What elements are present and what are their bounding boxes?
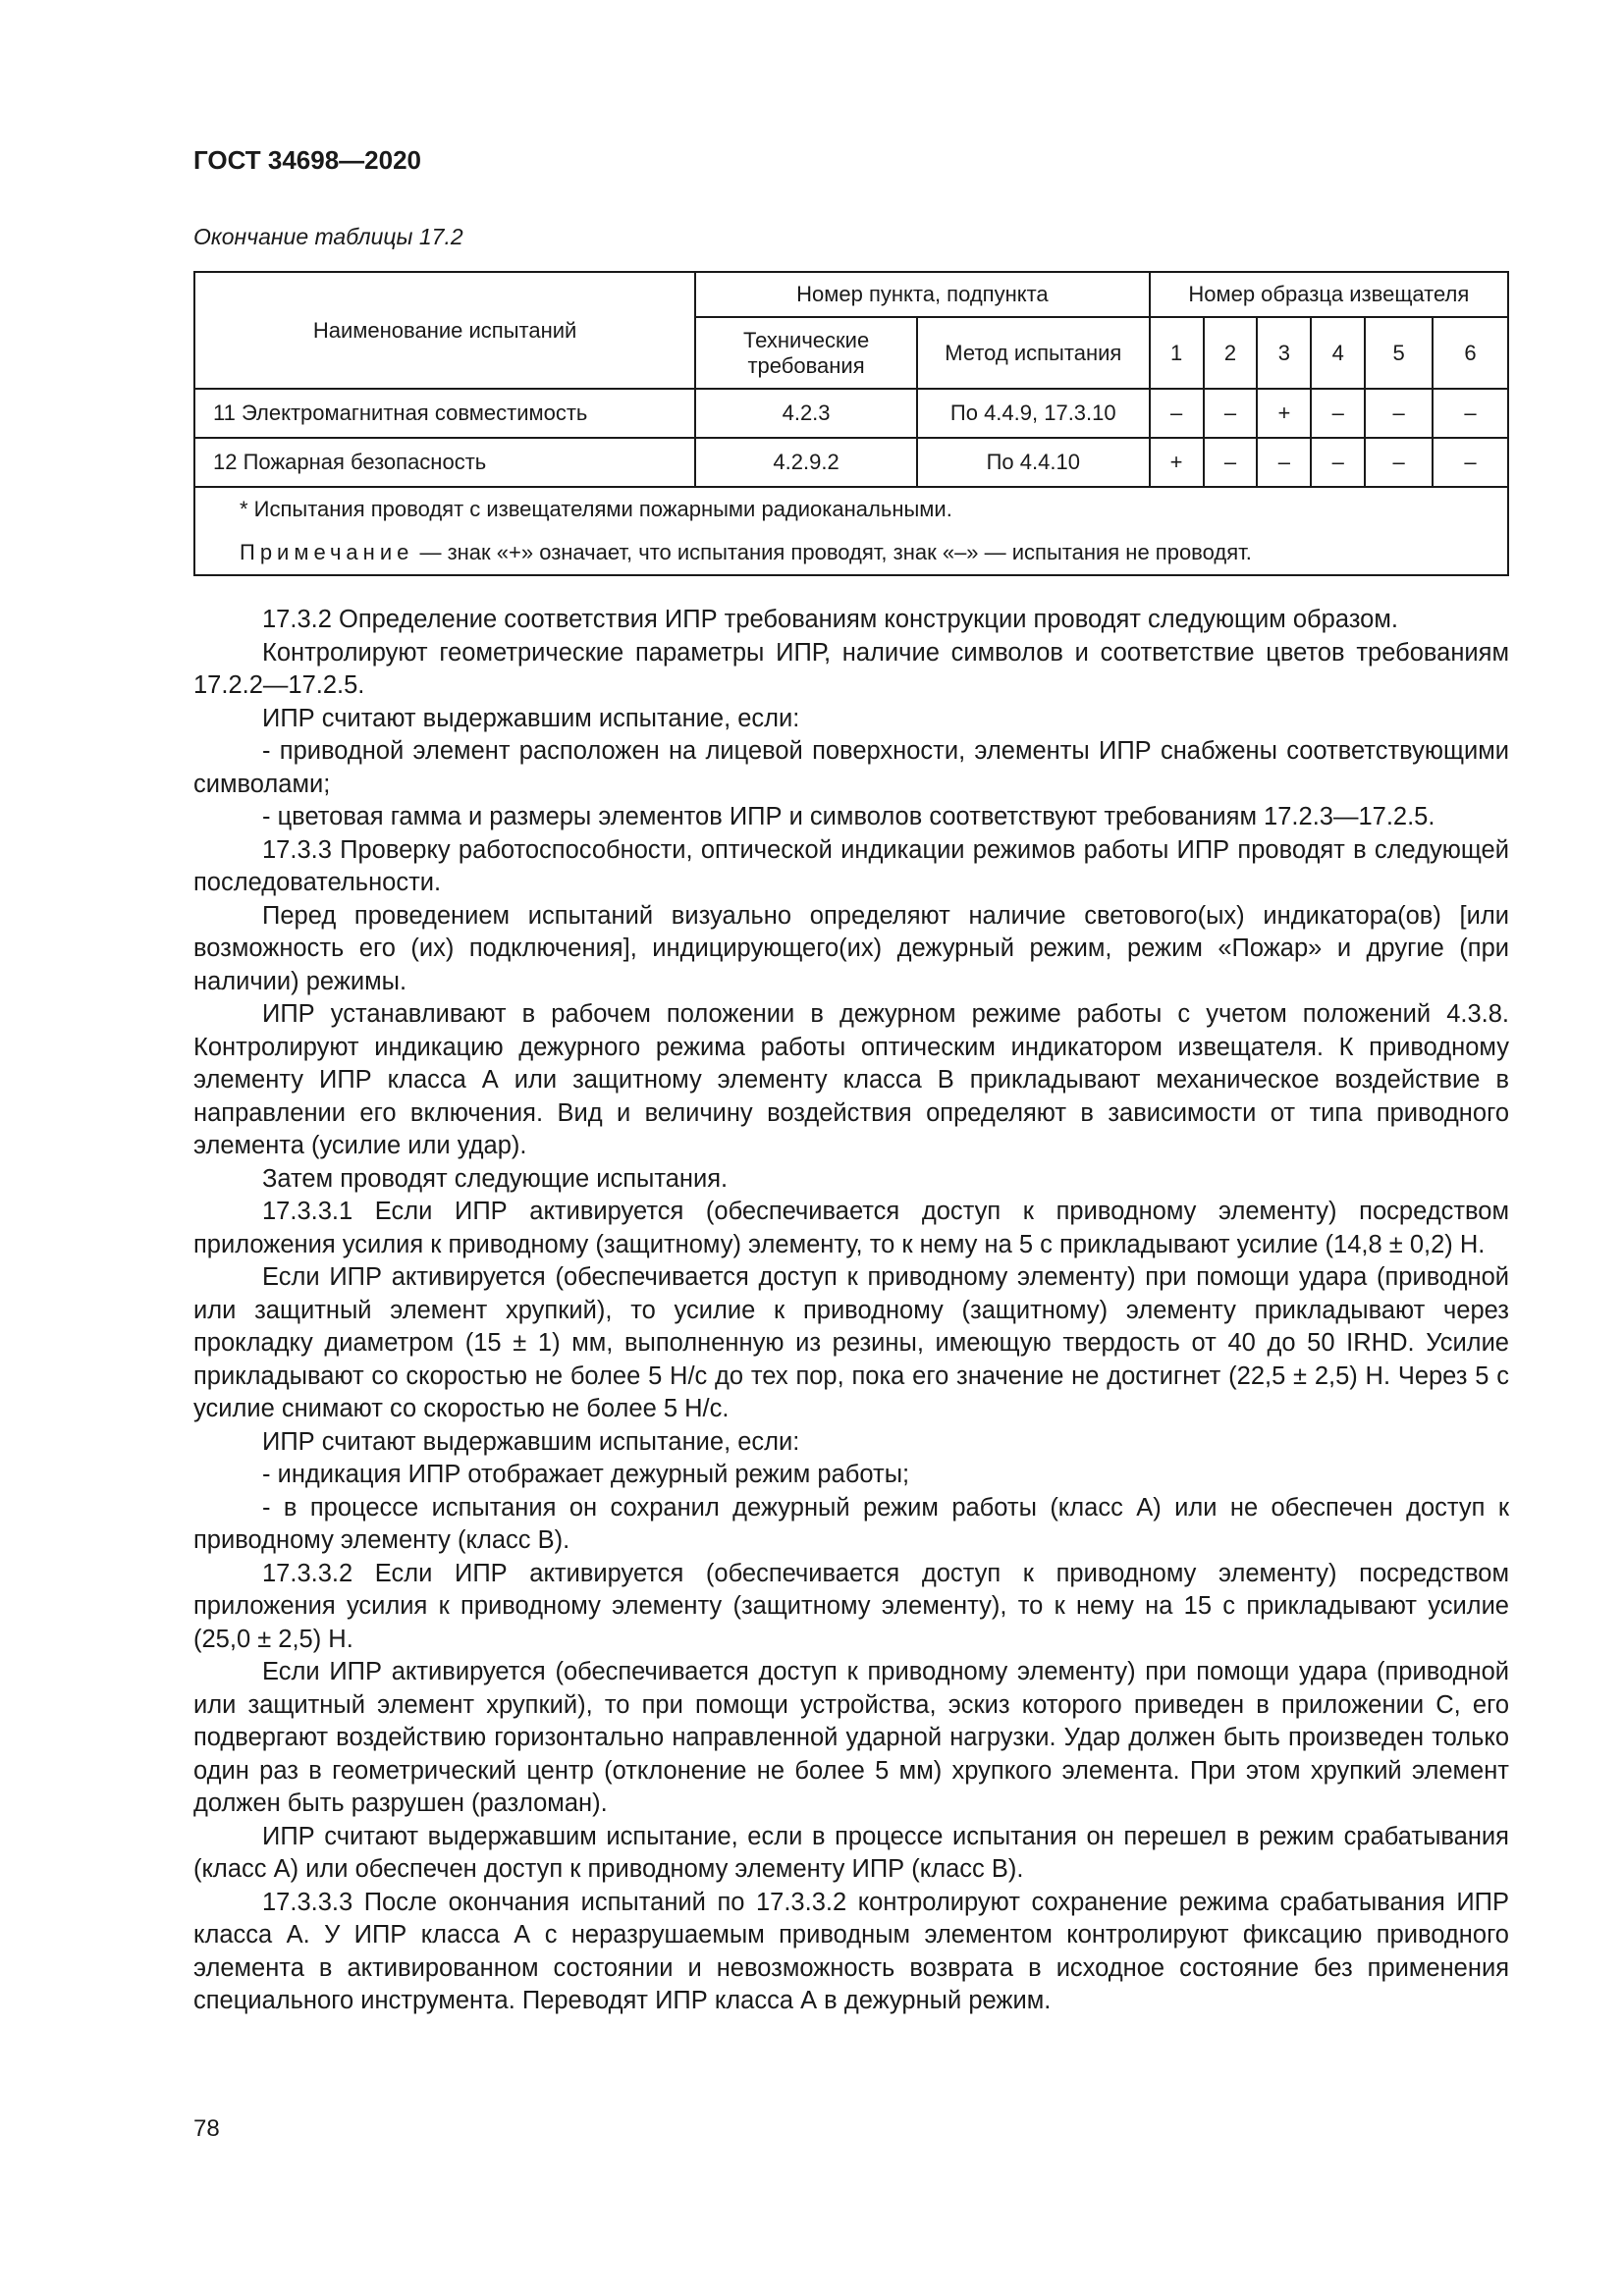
sample-mark: – [1204, 438, 1258, 487]
paragraph: Затем проводят следующие испытания. [262, 1164, 729, 1193]
header-sample-group: Номер образца извещателя [1150, 272, 1508, 317]
table-caption: Окончание таблицы 17.2 [193, 224, 463, 249]
note-label: Примечание [240, 540, 414, 564]
header-test-name: Наименование испытаний [194, 272, 695, 389]
paragraph: Перед проведением испытаний визуально определяют наличие светового(ых) индикатора(ов) [или возможность его (их) подключения], индицирующего(их) дежурный режим, режим «Пожар» и другие (при наличии) режимы. [193, 901, 1509, 995]
header-sample-number: 3 [1257, 317, 1311, 389]
test-table [193, 271, 1509, 576]
header-sample-number: 2 [1204, 317, 1258, 389]
tech-requirements: 4.2.3 [695, 389, 917, 438]
paragraph: ИПР считают выдержавшим испытание, если: [262, 1427, 800, 1456]
header-tech-requirements: Технические требования [695, 317, 917, 389]
sample-mark: + [1257, 389, 1311, 438]
paragraph: ИПР считают выдержавшим испытание, если в процессе испытания он перешел в режим срабатывания (класс А) или обеспечен доступ к приводному элементу ИПР (класс В). [193, 1822, 1509, 1883]
page-number: 78 [193, 2115, 220, 2142]
paragraph: 17.3.3.3 После окончания испытаний по 17.3.3.2 контролируют сохранение режима срабатывания ИПР класса А. У ИПР класса А с неразрушаемым приводным элементом контролируют фиксацию приводного элемента в активированном состоянии и невозможность возврата в исходное состояние без применения специального инструмента. Переводят ИПР класса А в дежурный режим. [193, 1888, 1509, 2014]
header-sample-number: 1 [1150, 317, 1204, 389]
table-row [194, 438, 1508, 487]
list-item: - приводной элемент расположен на лицевой поверхности, элементы ИПР снабжены соответствующими символами; [193, 737, 1509, 798]
table-notes [194, 487, 1508, 575]
test-method: По 4.4.10 [917, 438, 1150, 487]
sample-mark: – [1257, 438, 1311, 487]
paragraph: Контролируют геометрические параметры ИПР, наличие символов и соответствие цветов требованиям 17.2.2—17.2.5. [193, 638, 1509, 699]
paragraph: 17.3.3.2 Если ИПР активируется (обеспечивается доступ к приводному элементу) посредством приложения усилия к приводному элементу (защитному элементу), то к нему на 15 с прикладывают усилие (25,0 ± 2,5) Н. [193, 1559, 1509, 1653]
paragraph: 17.3.3 Проверку работоспособности, оптической индикации режимов работы ИПР проводят в следующей последовательности. [193, 835, 1509, 896]
tech-requirements: 4.2.9.2 [695, 438, 917, 487]
header-test-method: Метод испытания [917, 317, 1150, 389]
test-method: По 4.4.9, 17.3.10 [917, 389, 1150, 438]
paragraph: 17.3.2 Определение соответствия ИПР требованиям конструкции проводят следующим образом. [262, 606, 1398, 633]
test-name: 11 Электромагнитная совместимость [194, 389, 695, 438]
table-remark [195, 531, 1507, 574]
paragraph: Если ИПР активируется (обеспечивается доступ к приводному элементу) при помощи удара (приводной или защитный элемент хрупкий), то усилие к приводному (защитному) элементу прикладывают через прокладку диаметром (15 ± 1) мм, выполненную из резины, имеющую твердость от 40 до 50 IRHD. Усилие прикладывают со скоростью не более 5 Н/с до тех пор, пока его значение не достигнет (22,5 ± 2,5) Н. Через 5 с усилие снимают со скоростью не более 5 Н/с. [193, 1263, 1509, 1422]
table-footnote: * Испытания проводят с извещателями пожарными радиоканальными. [240, 497, 952, 521]
paragraph: Если ИПР активируется (обеспечивается доступ к приводному элементу) при помощи удара (приводной или защитный элемент хрупкий), то при помощи устройства, эскиз которого приведен в приложении С, его подвергают воздействию горизонтально направленной ударной нагрузки. Удар должен быть произведен только один раз в геометрический центр (отклонение не более 5 мм) хрупкого элемента. При этом хрупкий элемент должен быть разрушен (разломан). [193, 1658, 1509, 1817]
note-text: — знак «+» означает, что испытания проводят, знак «–» — испытания не проводят. [413, 540, 1252, 564]
list-item: - цветовая гамма и размеры элементов ИПР и символов соответствуют требованиям 17.2.3—17.2.5. [262, 803, 1435, 830]
sample-mark: – [1433, 389, 1508, 438]
test-name: 12 Пожарная безопасность [194, 438, 695, 487]
sample-mark: – [1311, 438, 1365, 487]
table-notes-row [194, 487, 1508, 575]
header-sample-number: 5 [1365, 317, 1433, 389]
paragraph: ИПР считают выдержавшим испытание, если: [262, 704, 800, 732]
document-header: ГОСТ 34698—2020 [193, 145, 421, 175]
table-row [194, 389, 1508, 438]
sample-mark: – [1365, 389, 1433, 438]
list-item: - индикация ИПР отображает дежурный режим работы; [262, 1461, 910, 1488]
list-item: - в процессе испытания он сохранил дежурный режим работы (класс А) или не обеспечен доступ к приводному элементу (класс В). [193, 1493, 1509, 1554]
paragraph: 17.3.3.1 Если ИПР активируется (обеспечивается доступ к приводному элементу) посредством приложения усилия к приводному (защитному) элементу, то к нему на 5 с прикладывают усилие (14,8 ± 0,2) Н. [193, 1198, 1509, 1258]
header-sample-number: 4 [1311, 317, 1365, 389]
body-text [193, 604, 1509, 2018]
sample-mark: – [1433, 438, 1508, 487]
header-sample-number: 6 [1433, 317, 1508, 389]
sample-mark: – [1150, 389, 1204, 438]
header-clause-group: Номер пункта, подпункта [695, 272, 1149, 317]
sample-mark: – [1365, 438, 1433, 487]
sample-mark: – [1311, 389, 1365, 438]
sample-mark: – [1204, 389, 1258, 438]
paragraph: ИПР устанавливают в рабочем положении в дежурном режиме работы с учетом положений 4.3.8. Контролируют индикацию дежурного режима работы оптическим индикатором извещателя. К приводному элементу ИПР класса А или защитному элементу класса В прикладывают механическое воздействие в направлении его включения. Вид и величину воздействия определяют в зависимости от типа приводного элемента (усилие или удар). [193, 1000, 1509, 1159]
sample-mark: + [1150, 438, 1204, 487]
